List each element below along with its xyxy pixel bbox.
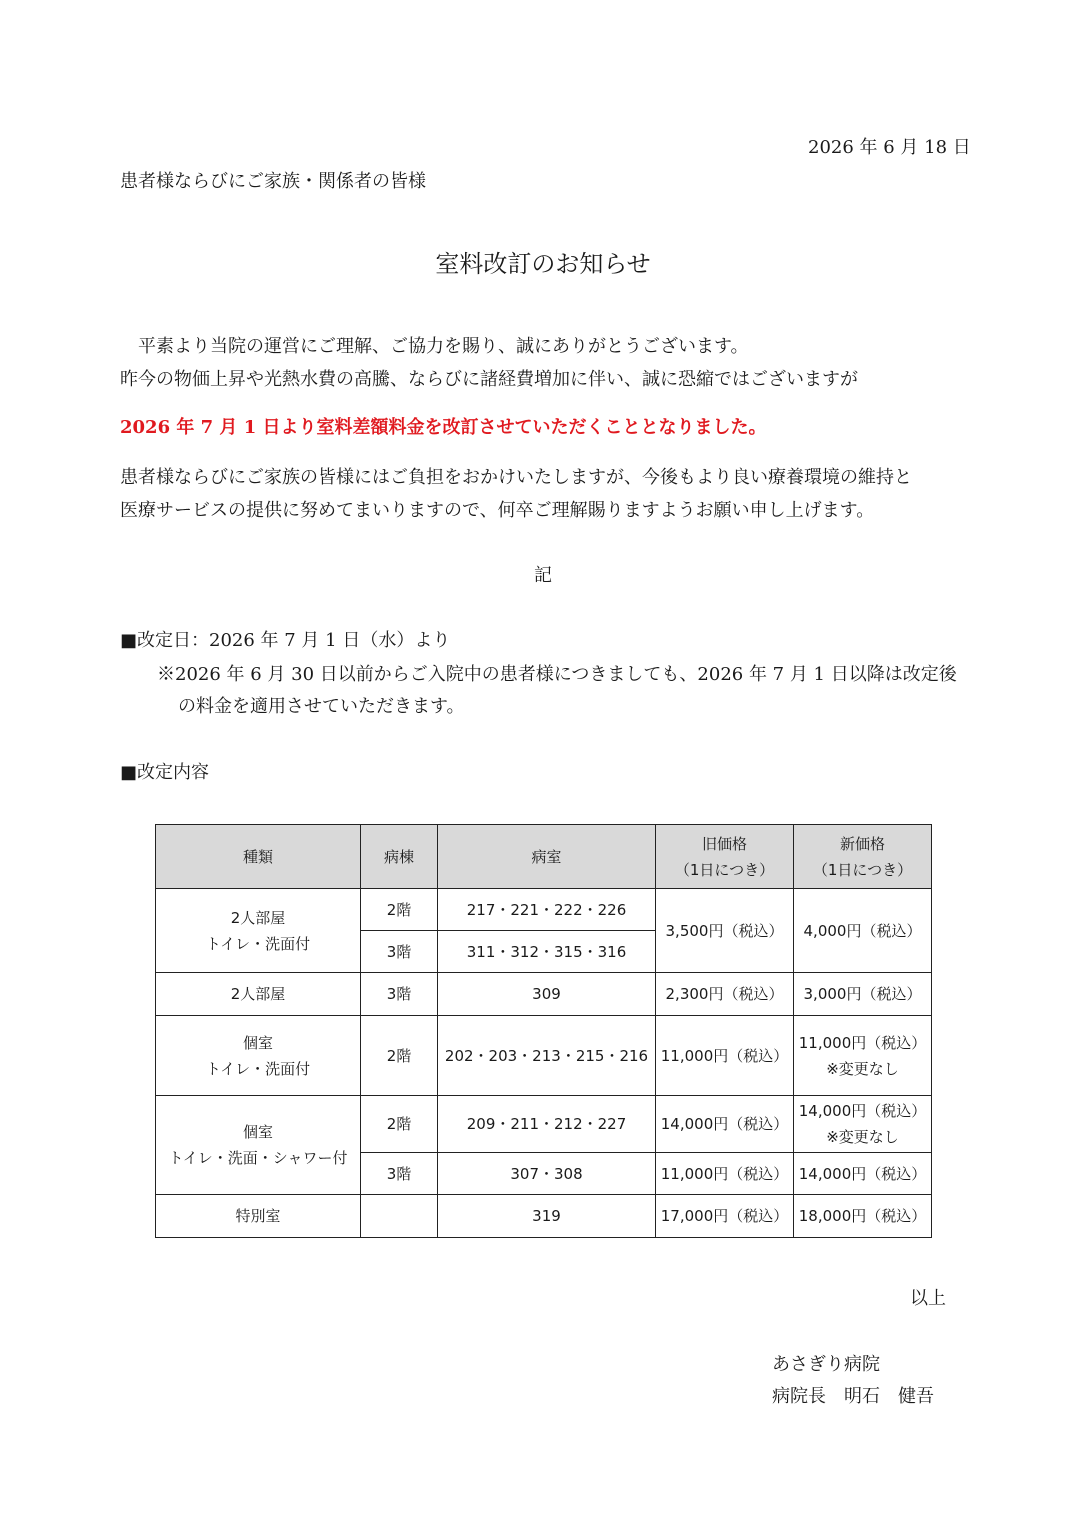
body-paragraph-2: 昨今の物価上昇や光熱水費の高騰、ならびに諸経費増加に伴い、誠に恐縮ではございますが (120, 369, 858, 390)
director-name: 病院長 明石 健吾 (772, 1386, 934, 1407)
header-new-price-line-2: （1日につき） (812, 860, 913, 879)
header-ward: 病棟 (361, 825, 438, 889)
cell-new-price (794, 1016, 932, 1096)
table-header-row (156, 825, 932, 889)
cell-type (156, 1016, 361, 1096)
type-line-1: 個室 (242, 1033, 273, 1052)
cell-ward: 2階 (361, 889, 438, 931)
new-price-line-1: 11,000円（税込） (798, 1033, 927, 1052)
cell-type: 特別室 (156, 1195, 361, 1238)
cell-rooms: 217・221・222・226 (438, 889, 656, 931)
cell-rooms: 307・308 (438, 1153, 656, 1195)
cell-new-price (794, 1096, 932, 1153)
revision-note-line-2: の料金を適用させていただきます。 (178, 696, 465, 717)
document-title: 室料改訂のお知らせ (435, 250, 651, 278)
cell-old-price: 11,000円（税込） (656, 1016, 794, 1096)
addressee: 患者様ならびにご家族・関係者の皆様 (120, 171, 426, 192)
cell-ward: 2階 (361, 1016, 438, 1096)
cell-new-price: 14,000円（税込） (794, 1153, 932, 1195)
header-old-price-line-2: （1日につき） (674, 860, 775, 879)
cell-ward (361, 1195, 438, 1238)
revision-note-line-1: ※2026 年 6 月 30 日以前からご入院中の患者様につきましても、2026 年 7 月 1 日以降は改定後 (157, 664, 957, 685)
body-paragraph-3: 患者様ならびにご家族の皆様にはご負担をおかけいたしますが、今後もより良い療養環境の維持と (120, 467, 912, 488)
revision-content-label: ■改定内容 (120, 762, 210, 783)
cell-old-price: 17,000円（税込） (656, 1195, 794, 1238)
cell-rooms: 209・211・212・227 (438, 1096, 656, 1153)
revision-date-label: ■改定日：2026 年 7 月 1 日（水）より (120, 630, 451, 651)
table-row (156, 973, 932, 1016)
room-fee-table (155, 824, 932, 1238)
no-change-note: ※変更なし (826, 1059, 899, 1078)
hospital-name: あさぎり病院 (772, 1354, 880, 1375)
header-old-price-line-1: 旧価格 (701, 834, 747, 853)
emphasis-notice: 2026 年 7 月 1 日より室料差額料金を改訂させていただくこととなりました。 (120, 417, 767, 438)
body-paragraph-4: 医療サービスの提供に努めてまいりますので、何卒ご理解賜りますようお願い申し上げます。 (120, 500, 875, 521)
cell-ward: 3階 (361, 973, 438, 1016)
cell-ward: 2階 (361, 1096, 438, 1153)
cell-new-price: 18,000円（税込） (794, 1195, 932, 1238)
cell-type (156, 1096, 361, 1195)
cell-rooms: 309 (438, 973, 656, 1016)
cell-old-price: 2,300円（税込） (656, 973, 794, 1016)
type-line-1: 2人部屋 (230, 908, 286, 927)
header-new-price (794, 825, 932, 889)
no-change-note: ※変更なし (826, 1128, 899, 1146)
document-date: 2026 年 6 月 18 日 (808, 137, 971, 158)
header-old-price (656, 825, 794, 889)
cell-old-price: 11,000円（税込） (656, 1153, 794, 1195)
table-row (156, 1195, 932, 1238)
table-row (156, 1016, 932, 1096)
table-row (156, 1096, 932, 1153)
cell-new-price: 3,000円（税込） (794, 973, 932, 1016)
cell-rooms: 202・203・213・215・216 (438, 1016, 656, 1096)
ki-heading: 記 (534, 565, 552, 586)
cell-ward: 3階 (361, 1153, 438, 1195)
body-paragraph-1: 平素より当院の運営にご理解、ご協力を賜り、誠にありがとうございます。 (120, 336, 749, 357)
cell-type (156, 889, 361, 973)
cell-old-price: 14,000円（税込） (656, 1096, 794, 1153)
cell-old-price: 3,500円（税込） (656, 889, 794, 973)
cell-ward: 3階 (361, 931, 438, 973)
table-row (156, 889, 932, 931)
header-type: 種類 (156, 825, 361, 889)
type-line-2: トイレ・洗面付 (205, 1059, 311, 1078)
type-line-2: トイレ・洗面・シャワー付 (168, 1149, 348, 1167)
new-price-line-1: 14,000円（税込） (798, 1102, 927, 1120)
cell-new-price: 4,000円（税込） (794, 889, 932, 973)
cell-type: 2人部屋 (156, 973, 361, 1016)
header-rooms: 病室 (438, 825, 656, 889)
header-new-price-line-1: 新価格 (839, 834, 885, 853)
cell-rooms: 311・312・315・316 (438, 931, 656, 973)
type-line-1: 個室 (242, 1123, 273, 1141)
cell-rooms: 319 (438, 1195, 656, 1238)
closing-ijou: 以上 (910, 1288, 946, 1309)
type-line-2: トイレ・洗面付 (205, 934, 311, 953)
